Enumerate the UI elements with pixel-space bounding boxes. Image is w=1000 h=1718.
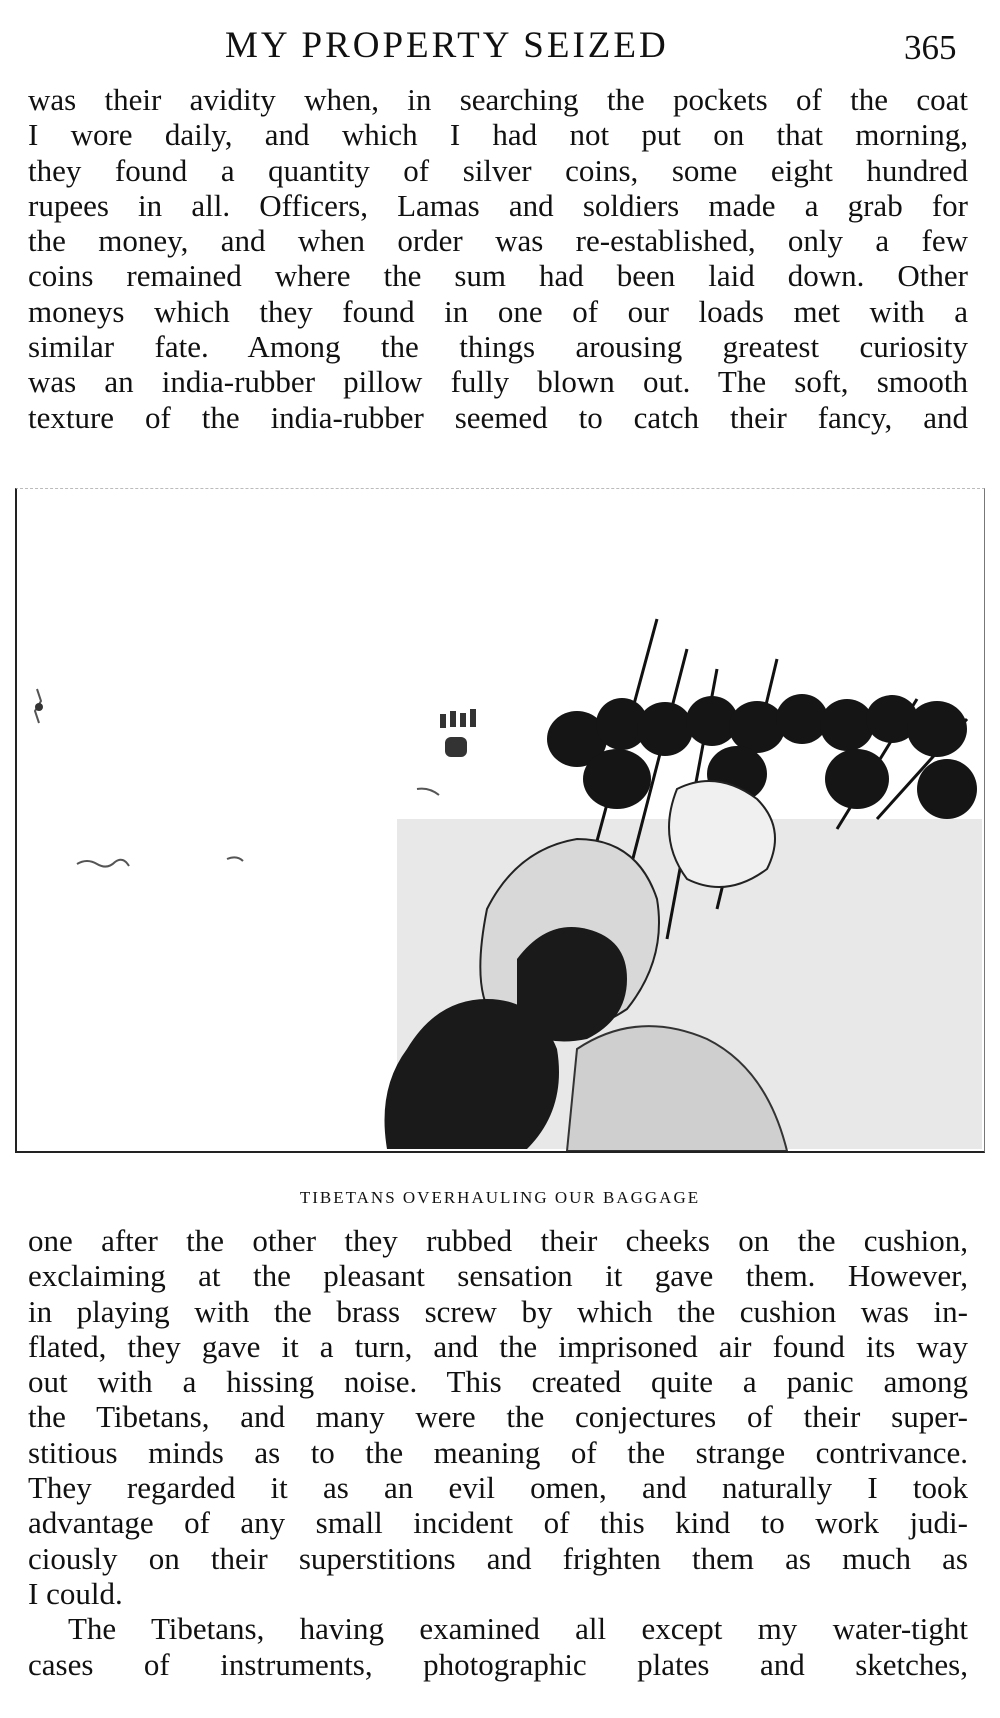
sketch-mark bbox=[460, 713, 466, 727]
head bbox=[637, 702, 693, 756]
head bbox=[583, 749, 651, 809]
text-line: texture of the india-rubber seemed to catch their fancy, and bbox=[28, 399, 968, 435]
running-title: MY PROPERTY SEIZED bbox=[225, 25, 669, 66]
text-line: stitious minds as to the meaning of the strange contrivance. bbox=[28, 1434, 968, 1470]
text-line: The Tibetans, having examined all except my water-tight bbox=[68, 1611, 968, 1647]
head bbox=[729, 701, 785, 753]
text-line: cases of instruments, photographic plates and sketches, bbox=[28, 1646, 968, 1682]
paragraph-top bbox=[28, 82, 968, 435]
figure-caption: TIBETANS OVERHAULING OUR BAGGAGE bbox=[299, 1188, 701, 1207]
text-line: I wore daily, and which I had not put on that morning, bbox=[28, 117, 968, 153]
text-line: similar fate. Among the things arousing greatest curiosity bbox=[28, 329, 968, 365]
head bbox=[776, 694, 828, 744]
illustration-photo bbox=[15, 488, 985, 1153]
text-line: advantage of any small incident of this kind to work judi- bbox=[28, 1505, 968, 1541]
head bbox=[820, 699, 874, 751]
text-line: they found a quantity of silver coins, some eight hundred bbox=[28, 152, 968, 188]
paragraph-bottom bbox=[28, 1223, 968, 1682]
text-line: one after the other they rubbed their cheeks on the cushion, bbox=[28, 1223, 968, 1258]
text-line: I could. bbox=[28, 1575, 123, 1611]
sketch-stroke bbox=[77, 860, 129, 867]
head bbox=[907, 701, 967, 757]
sketch-mark bbox=[470, 709, 476, 727]
sketch-stroke bbox=[227, 857, 243, 861]
running-head bbox=[0, 18, 1000, 68]
text-line: in playing with the brass screw by which the cushion was in- bbox=[28, 1293, 968, 1329]
text-line: They regarded it as an evil omen, and naturally I took bbox=[28, 1470, 968, 1506]
text-line: was their avidity when, in searching the pockets of the coat bbox=[28, 82, 968, 117]
text-line: coins remained where the sum had been laid down. Other bbox=[28, 258, 968, 294]
sketch-mark bbox=[450, 711, 456, 727]
sketch-stroke bbox=[417, 789, 439, 795]
crowd-illustration bbox=[17, 489, 984, 1151]
sketch-mark bbox=[445, 737, 467, 757]
head bbox=[917, 759, 977, 819]
text-line: rupees in all. Officers, Lamas and soldiers made a grab for bbox=[28, 187, 968, 223]
page-number: 365 bbox=[904, 28, 957, 67]
hat-brim bbox=[669, 781, 775, 887]
text-line: flated, they gave it a turn, and the imprisoned air found its way bbox=[28, 1328, 968, 1364]
head bbox=[825, 749, 889, 809]
sketch-mark bbox=[440, 714, 446, 728]
text-line: moneys which they found in one of our loads met with a bbox=[28, 293, 968, 329]
text-line: the Tibetans, and many were the conjectures of their super- bbox=[28, 1399, 968, 1435]
text-line: the money, and when order was re-established, only a few bbox=[28, 223, 968, 259]
text-line: exclaiming at the pleasant sensation it gave them. However, bbox=[28, 1258, 968, 1294]
sketch-mark bbox=[35, 703, 43, 711]
text-line: ciously on their superstitions and frighten them as much as bbox=[28, 1540, 968, 1576]
text-line: out with a hissing noise. This created quite a panic among bbox=[28, 1364, 968, 1400]
text-line: was an india-rubber pillow fully blown out. The soft, smooth bbox=[28, 364, 968, 400]
